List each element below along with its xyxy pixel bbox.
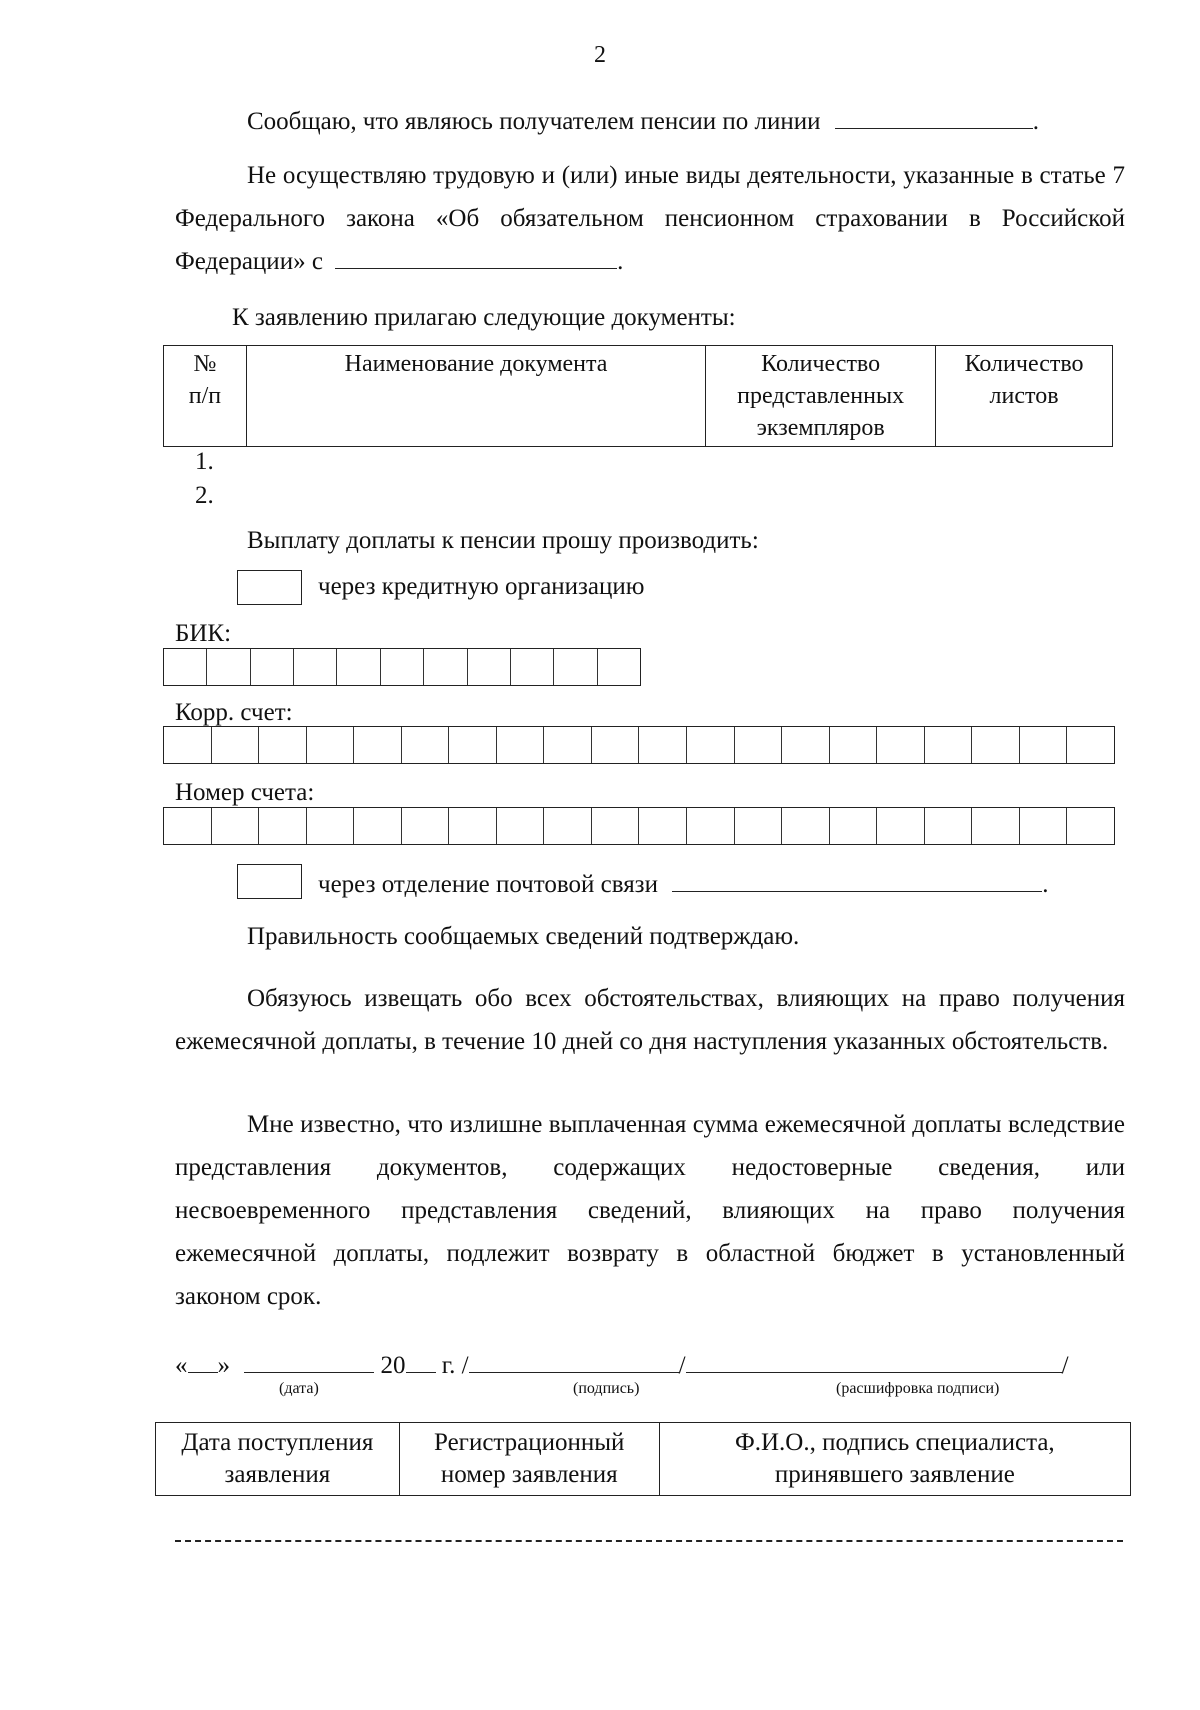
document-row-2[interactable]: 2. (195, 482, 214, 509)
corr-account-cell[interactable] (212, 727, 260, 763)
col-copies-line1: Количество (761, 351, 881, 377)
account-number-cell[interactable] (687, 808, 735, 844)
signature-slash: / (678, 1352, 686, 1379)
corr-account-cell[interactable] (259, 727, 307, 763)
col-sheets-line2: листов (989, 383, 1059, 409)
account-number-cell[interactable] (307, 808, 355, 844)
corr-account-label: Корр. счет: (175, 699, 293, 726)
signature-slash-end: / (1061, 1352, 1069, 1379)
account-number-cell[interactable] (972, 808, 1020, 844)
account-number-cell[interactable] (782, 808, 830, 844)
col-copies (706, 346, 936, 447)
quote-open: « (175, 1352, 188, 1379)
corr-account-cell[interactable] (449, 727, 497, 763)
obligation-paragraph (175, 977, 1125, 1063)
post-option-line (318, 866, 1048, 899)
bik-cell[interactable] (468, 649, 511, 685)
pension-line-text: Сообщаю, что являюсь получателем пенсии по линии (247, 108, 821, 135)
awareness-text: Мне известно, что излишне выплаченная сумма ежемесячной доплаты вследствие представления документов, содержащих недостоверные сведения, или несвоевременного представления сведений, влияющих на право получения ежемесячной доплаты, подлежит возврату в областной бюджет в установленный законом срок. (175, 1111, 1125, 1310)
col-document-name-label: Наименование документа (344, 351, 608, 377)
registration-date-line1: Дата поступления (181, 1429, 374, 1456)
account-number-cell[interactable] (830, 808, 878, 844)
pension-line-blank[interactable] (835, 103, 1033, 129)
account-number-cell[interactable] (925, 808, 973, 844)
bik-cell[interactable] (207, 649, 250, 685)
payment-intro: Выплату доплаты к пенсии прошу производить: (247, 527, 759, 554)
account-number-cell[interactable] (497, 808, 545, 844)
corr-account-cell[interactable] (402, 727, 450, 763)
account-number-cell[interactable] (877, 808, 925, 844)
document-row-1[interactable]: 1. (195, 448, 214, 475)
corr-account-cell[interactable] (307, 727, 355, 763)
specialist-line1: Ф.И.О., подпись специалиста, (735, 1429, 1055, 1456)
account-number-cell[interactable] (592, 808, 640, 844)
corr-account-cell[interactable] (687, 727, 735, 763)
bik-cell[interactable] (381, 649, 424, 685)
bik-cell[interactable] (164, 649, 207, 685)
col-document-name (246, 346, 705, 447)
bik-cell[interactable] (424, 649, 467, 685)
obligation-text: Обязуюсь извещать обо всех обстоятельствах, влияющих на право получения ежемесячной доплаты, в течение 10 дней со дня наступления указанных обстоятельств. (175, 985, 1125, 1055)
registration-number-line1: Регистрационный (434, 1429, 625, 1456)
signature-decoding-blank[interactable] (686, 1347, 1062, 1373)
corr-account-cell[interactable] (1067, 727, 1114, 763)
registration-number-cell (399, 1423, 659, 1496)
bik-label: БИК: (175, 620, 232, 647)
awareness-paragraph (175, 1103, 1125, 1318)
bik-cell[interactable] (554, 649, 597, 685)
post-office-blank[interactable] (672, 866, 1042, 892)
month-blank[interactable] (244, 1347, 374, 1373)
employment-date-blank[interactable] (335, 243, 617, 269)
year-suffix: г. / (441, 1352, 469, 1379)
bik-cell[interactable] (294, 649, 337, 685)
account-number-cell[interactable] (639, 808, 687, 844)
account-number-cell[interactable] (354, 808, 402, 844)
quote-close: » (217, 1352, 230, 1379)
col-sheets (936, 346, 1113, 447)
account-number-field[interactable] (163, 807, 1115, 845)
bank-option-checkbox[interactable] (237, 570, 302, 605)
registration-number-line2: номер заявления (440, 1461, 618, 1488)
corr-account-cell[interactable] (925, 727, 973, 763)
account-number-cell[interactable] (402, 808, 450, 844)
corr-account-cell[interactable] (544, 727, 592, 763)
corr-account-field[interactable] (163, 726, 1115, 764)
corr-account-cell[interactable] (830, 727, 878, 763)
bik-field[interactable] (163, 648, 641, 686)
account-number-cell[interactable] (1067, 808, 1114, 844)
col-copies-line3: экземпляров (756, 415, 885, 441)
corr-account-cell[interactable] (497, 727, 545, 763)
specialist-cell (659, 1423, 1130, 1496)
registration-date-line2: заявления (224, 1461, 331, 1488)
pension-line (247, 103, 1039, 136)
pension-line-end: . (1032, 108, 1039, 135)
account-number-cell[interactable] (735, 808, 783, 844)
caption-signature: (подпись) (573, 1380, 640, 1397)
confirm-statement: Правильность сообщаемых сведений подтверждаю. (247, 923, 800, 950)
employment-paragraph (175, 154, 1125, 283)
account-number-cell[interactable] (449, 808, 497, 844)
col-number (164, 346, 247, 447)
corr-account-cell[interactable] (877, 727, 925, 763)
documents-table (163, 345, 1113, 447)
caption-date: (дата) (279, 1380, 319, 1397)
account-number-cell[interactable] (1020, 808, 1068, 844)
page-number: 2 (594, 42, 606, 68)
col-number-line1: № (193, 351, 217, 377)
registration-table (155, 1422, 1131, 1496)
signature-line (175, 1347, 1069, 1380)
bik-cell[interactable] (251, 649, 294, 685)
post-option-end: . (1042, 871, 1049, 898)
bik-cell[interactable] (337, 649, 380, 685)
bik-cell[interactable] (598, 649, 640, 685)
caption-decoding: (расшифровка подписи) (836, 1380, 1000, 1397)
account-number-cell[interactable] (544, 808, 592, 844)
corr-account-cell[interactable] (1020, 727, 1068, 763)
col-number-line2: п/п (188, 383, 222, 409)
specialist-line2: принявшего заявление (774, 1461, 1015, 1488)
account-number-label: Номер счета: (175, 779, 315, 806)
documents-intro: К заявлению прилагаю следующие документы: (232, 304, 736, 331)
bank-option-label: через кредитную организацию (318, 573, 645, 600)
col-sheets-line1: Количество (964, 351, 1084, 377)
account-number-cell[interactable] (212, 808, 260, 844)
corr-account-cell[interactable] (639, 727, 687, 763)
corr-account-cell[interactable] (592, 727, 640, 763)
year-blank[interactable] (406, 1347, 436, 1373)
corr-account-cell[interactable] (354, 727, 402, 763)
employment-text: Не осуществляю трудовую и (или) иные виды деятельности, указанные в статье 7 Федерального закона «Об обязательном пенсионном страховании в Российской Федерации» с (175, 162, 1125, 275)
day-blank[interactable] (188, 1347, 218, 1373)
corr-account-cell[interactable] (735, 727, 783, 763)
post-option-checkbox[interactable] (237, 864, 302, 899)
corr-account-cell[interactable] (972, 727, 1020, 763)
post-option-label: через отделение почтовой связи (318, 871, 658, 898)
corr-account-cell[interactable] (782, 727, 830, 763)
col-copies-line2: представленных (737, 383, 905, 409)
account-number-cell[interactable] (164, 808, 212, 844)
account-number-cell[interactable] (259, 808, 307, 844)
signature-blank[interactable] (469, 1347, 679, 1373)
bik-cell[interactable] (511, 649, 554, 685)
year-prefix: 20 (380, 1352, 406, 1379)
corr-account-cell[interactable] (164, 727, 212, 763)
cut-line (175, 1540, 1123, 1542)
employment-end: . (617, 248, 624, 275)
registration-date-cell (156, 1423, 400, 1496)
